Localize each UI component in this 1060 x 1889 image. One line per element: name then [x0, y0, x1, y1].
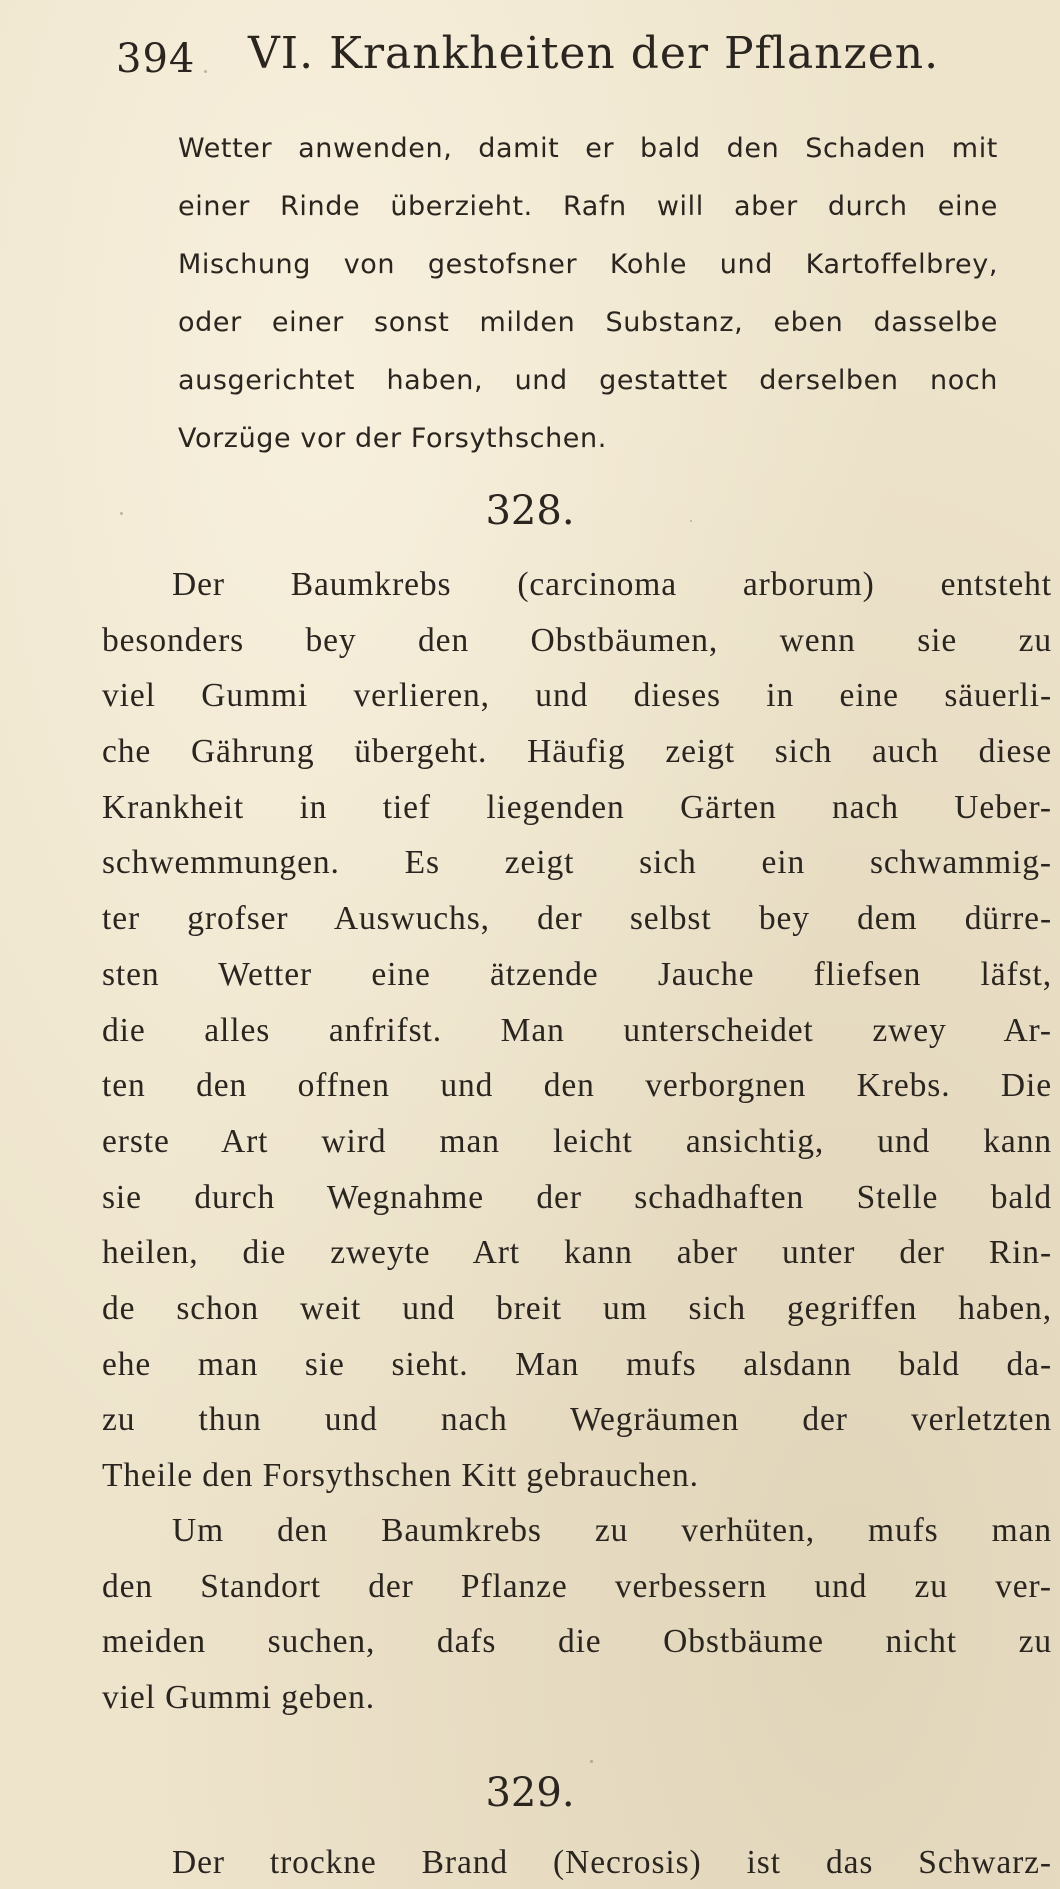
paper-speck: [960, 1860, 963, 1863]
running-title: VI. Krankheiten der Pflanzen.: [248, 28, 940, 79]
section-number: 328.: [485, 488, 575, 534]
paper-speck: [120, 512, 123, 515]
text-line: viel Gummi verlieren, und dieses in eine säuerli-: [102, 677, 1052, 715]
text-line: viel Gummi geben.: [102, 1679, 376, 1717]
text-line: erste Art wird man leicht ansichtig, und kann: [102, 1122, 1052, 1160]
text-line: ausgerichtet haben, und gestattet derselben noch: [178, 365, 998, 396]
intro-paragraph: [178, 120, 998, 468]
section-328-paragraph-1: [102, 557, 1052, 1504]
text-line: ehe man sie sieht. Man mufs alsdann bald da-: [102, 1345, 1052, 1383]
text-line: de schon weit und breit um sich gegriffen haben,: [102, 1289, 1052, 1327]
text-line: heilen, die zweyte Art kann aber unter der Rin-: [102, 1234, 1052, 1272]
text-line: Vorzüge vor der Forsythschen.: [178, 423, 607, 454]
text-line: Theile den Forsythschen Kitt gebrauchen.: [102, 1457, 699, 1494]
text-line: Der trockne Brand (Necrosis) ist das Schwarz-: [172, 1844, 1052, 1881]
page-header: [108, 22, 968, 82]
text-line: oder einer sonst milden Substanz, eben dasselbe: [178, 307, 998, 338]
section-329-paragraph-1: [102, 1836, 1052, 1889]
section-328-paragraph-2: [102, 1503, 1052, 1726]
text-line: che Gährung übergeht. Häufig zeigt sich auch diese: [102, 733, 1052, 771]
text-line: zu thun und nach Wegräumen der verletzten: [102, 1401, 1052, 1439]
page-number: 394: [116, 36, 196, 82]
paper-speck: [204, 70, 207, 73]
text-line: meiden suchen, dafs die Obstbäume nicht zu: [102, 1623, 1052, 1661]
text-line: den Standort der Pflanze verbessern und zu ver-: [102, 1567, 1052, 1605]
text-line: Wetter anwenden, damit er bald den Schaden mit: [178, 133, 998, 164]
paper-speck: [690, 520, 692, 522]
text-line: einer Rinde überzieht. Rafn will aber durch eine: [178, 191, 998, 222]
text-line: Der Baumkrebs (carcinoma arborum) entsteht: [172, 566, 1052, 603]
text-line: schwemmungen. Es zeigt sich ein schwammig-: [102, 844, 1052, 882]
section-number: 329.: [485, 1770, 575, 1816]
text-line: sie durch Wegnahme der schadhaften Stelle bald: [102, 1178, 1052, 1216]
text-line: ten den offnen und den verborgnen Krebs. Die: [102, 1067, 1052, 1105]
text-line: sten Wetter eine ätzende Jauche fliefsen läfst,: [102, 955, 1052, 993]
text-line: die alles anfrifst. Man unterscheidet zwey Ar-: [102, 1011, 1052, 1049]
text-line: Um den Baumkrebs zu verhüten, mufs man: [172, 1512, 1052, 1549]
text-line: ter grofser Auswuchs, der selbst bey dem dürre-: [102, 900, 1052, 938]
text-line: besonders bey den Obstbäumen, wenn sie zu: [102, 621, 1052, 659]
paper-speck: [590, 1760, 593, 1763]
text-line: Mischung von gestofsner Kohle und Kartoffelbrey,: [178, 249, 998, 280]
text-line: Krankheit in tief liegenden Gärten nach Ueber-: [102, 788, 1052, 826]
